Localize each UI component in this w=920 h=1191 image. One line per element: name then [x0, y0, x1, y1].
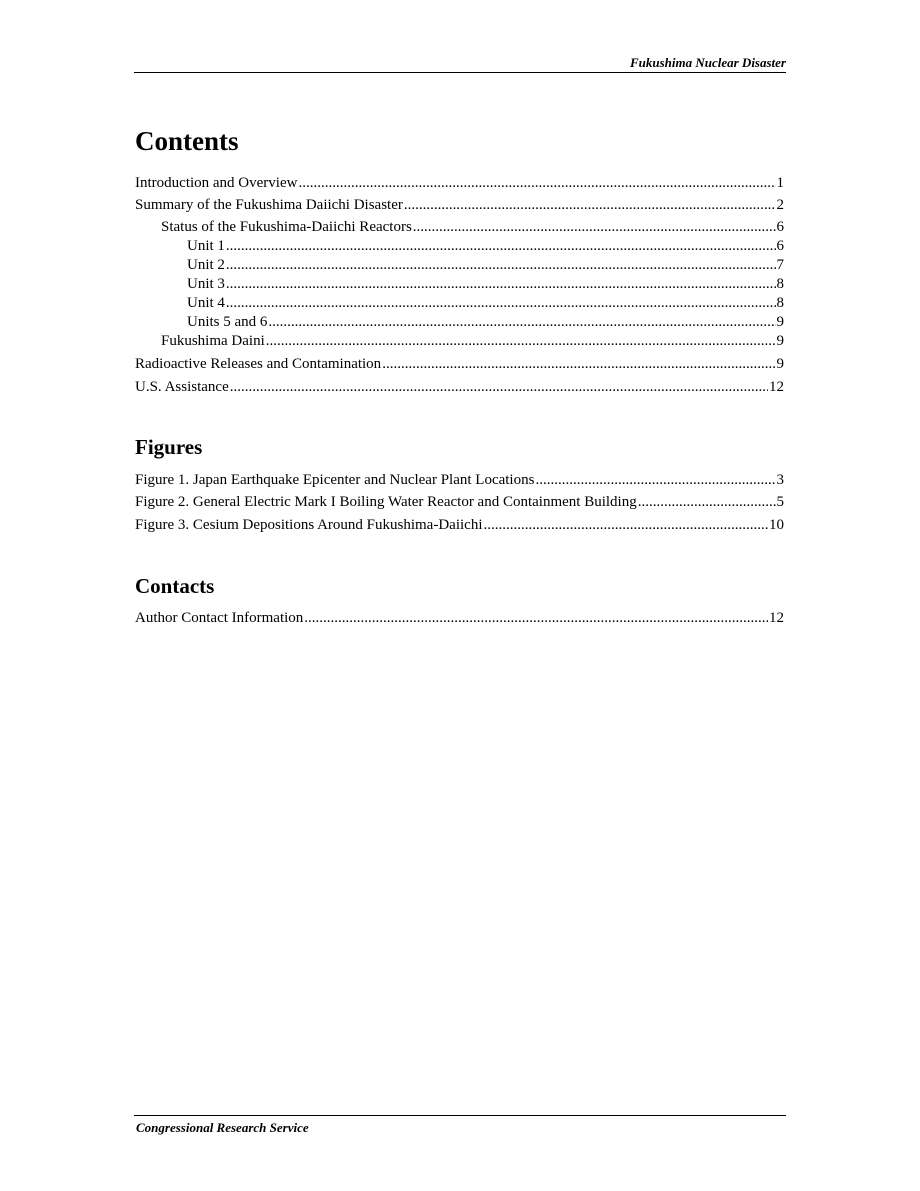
toc-entry-page: 10: [769, 517, 784, 533]
toc-entry-fukushima-daini[interactable]: [161, 332, 784, 350]
toc-entry-label: Unit 4: [187, 295, 225, 311]
toc-entry-page: 6: [776, 238, 784, 254]
toc-entry-page: 9: [776, 314, 784, 330]
page-footer: [134, 1115, 786, 1135]
toc-entry-label: Unit 2: [187, 257, 225, 273]
toc-entry-page: 7: [776, 257, 784, 273]
toc-entry-figure-3[interactable]: [135, 516, 784, 534]
dot-leader: [226, 275, 776, 293]
toc-entry-page: 6: [776, 219, 784, 235]
toc-entry-units-5-6[interactable]: [187, 313, 784, 331]
dot-leader: [230, 378, 768, 396]
toc-entry-unit-2[interactable]: [187, 256, 784, 274]
toc-entry-label: Introduction and Overview: [135, 175, 298, 191]
toc-entry-summary[interactable]: [135, 196, 784, 214]
contents-heading: Contents: [135, 126, 239, 156]
dot-leader: [266, 332, 776, 350]
toc-entry-label: Fukushima Daini: [161, 333, 265, 349]
toc-entry-label: Status of the Fukushima-Daiichi Reactors: [161, 219, 412, 235]
toc-entry-page: 8: [776, 295, 784, 311]
toc-entry-unit-4[interactable]: [187, 294, 784, 312]
header-title: Fukushima Nuclear Disaster: [629, 55, 786, 70]
toc-entry-label: U.S. Assistance: [135, 379, 229, 395]
dot-leader: [535, 471, 775, 489]
dot-leader: [483, 516, 768, 534]
toc-entry-label: Figure 2. General Electric Mark I Boiling Water Reactor and Containment Building: [135, 494, 637, 510]
toc-entry-radioactive-releases[interactable]: [135, 355, 784, 373]
toc-entry-page: 1: [776, 175, 784, 191]
toc-entry-unit-1[interactable]: [187, 237, 784, 255]
toc-entry-page: 12: [769, 610, 784, 626]
toc-entry-us-assistance[interactable]: [135, 378, 784, 396]
dot-leader: [226, 256, 776, 274]
toc-entry-page: 3: [776, 472, 784, 488]
page-header: [134, 56, 786, 73]
toc-entry-figure-2[interactable]: [135, 493, 784, 511]
toc-entry-label: Figure 1. Japan Earthquake Epicenter and Nuclear Plant Locations: [135, 472, 535, 488]
toc-entry-page: 2: [776, 197, 784, 213]
toc-entry-page: 8: [776, 276, 784, 292]
toc-entry-label: Unit 1: [187, 238, 225, 254]
toc-entry-label: Author Contact Information: [135, 610, 304, 626]
dot-leader: [382, 355, 775, 373]
toc-entry-figure-1[interactable]: [135, 471, 784, 489]
toc-entry-label: Figure 3. Cesium Depositions Around Fukushima-Daiichi: [135, 517, 483, 533]
toc-entry-page: 12: [769, 379, 784, 395]
figures-heading: Figures: [135, 435, 203, 459]
toc-entry-page: 9: [776, 356, 784, 372]
dot-leader: [298, 174, 775, 192]
dot-leader: [404, 196, 776, 214]
toc-entry-page: 9: [776, 333, 784, 349]
dot-leader: [226, 294, 776, 312]
toc-entry-label: Summary of the Fukushima Daiichi Disaster: [135, 197, 403, 213]
footer-title: Congressional Research Service: [136, 1120, 309, 1135]
toc-entry-status-reactors[interactable]: [161, 218, 784, 236]
dot-leader: [638, 493, 776, 511]
toc-entry-introduction[interactable]: [135, 174, 784, 192]
toc-entry-label: Radioactive Releases and Contamination: [135, 356, 382, 372]
dot-leader: [226, 237, 776, 255]
contacts-heading: Contacts: [135, 574, 215, 598]
dot-leader: [413, 218, 776, 236]
dot-leader: [268, 313, 775, 331]
toc-entry-page: 5: [776, 494, 784, 510]
toc-entry-author-contact[interactable]: [135, 609, 784, 627]
dot-leader: [304, 609, 768, 627]
toc-entry-label: Unit 3: [187, 276, 225, 292]
toc-entry-unit-3[interactable]: [187, 275, 784, 293]
toc-entry-label: Units 5 and 6: [187, 314, 268, 330]
